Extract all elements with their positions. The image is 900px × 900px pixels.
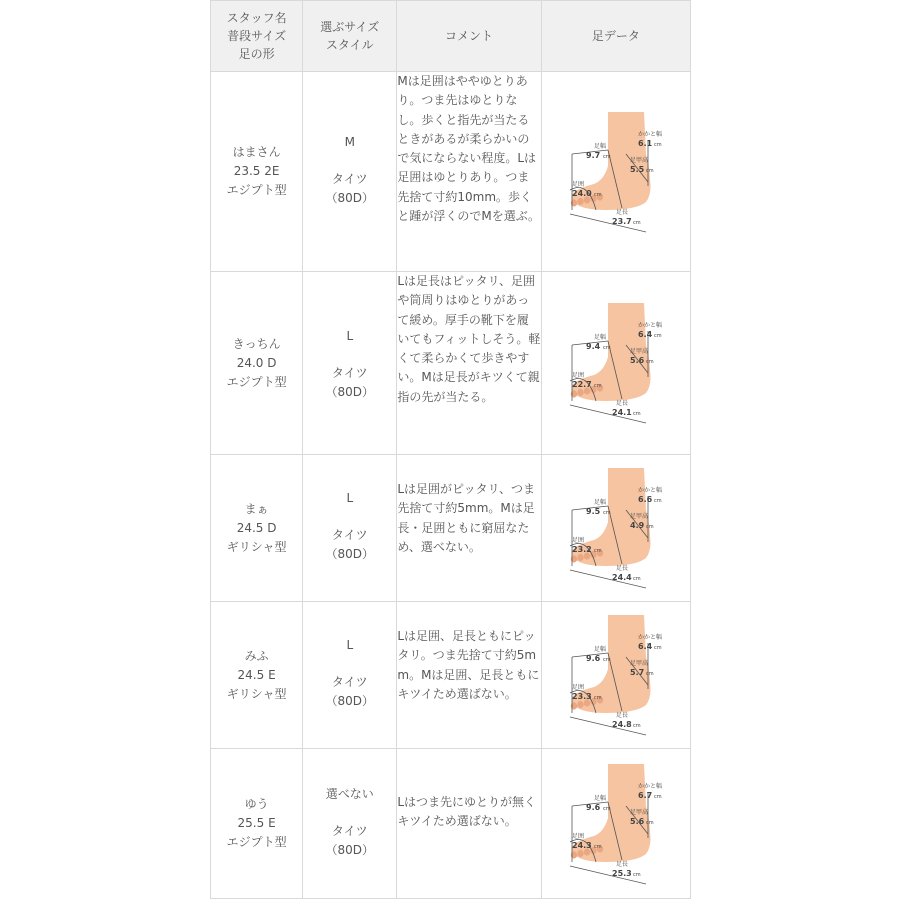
girth-label: 足囲 bbox=[571, 180, 584, 188]
unit-label: cm bbox=[602, 510, 611, 516]
style-label: タイツ bbox=[331, 675, 368, 689]
heel-value: 6.4 bbox=[637, 330, 652, 339]
denier-label: （80D） bbox=[325, 191, 375, 205]
header-style: スタイル bbox=[325, 38, 374, 52]
table-row bbox=[211, 272, 691, 455]
comment-cell: Mは足囲はややゆとりあり。つま先はゆとりなし。歩くと指先が当たるときがあるが柔らかいので気にならない程度。Lは足囲はゆとりあり。つま先捨て寸約10mm。歩くと踵が浮くのでMを選ぶ。 bbox=[397, 72, 541, 272]
chosen-size: M bbox=[344, 135, 355, 149]
style-label: タイツ bbox=[331, 172, 368, 186]
toe-icon bbox=[577, 701, 583, 708]
instep-label: 足幅 bbox=[593, 142, 606, 150]
heel-label: かかと幅 bbox=[637, 130, 662, 138]
chosen-size: L bbox=[346, 491, 354, 505]
unit-label: cm bbox=[653, 141, 662, 148]
girth-label: 足囲 bbox=[571, 684, 584, 691]
instep-label: 足幅 bbox=[593, 334, 606, 341]
unit-label: cm bbox=[632, 219, 641, 226]
girth-value: 24.0 bbox=[571, 188, 592, 198]
denier-label: （80D） bbox=[325, 694, 375, 708]
style-label: タイツ bbox=[331, 366, 368, 380]
denier-label: （80D） bbox=[325, 547, 375, 561]
table-header-row bbox=[211, 1, 691, 72]
header-usual-size: 普段サイズ bbox=[227, 29, 287, 43]
staff-cell bbox=[211, 602, 303, 749]
denier-label: （80D） bbox=[325, 385, 375, 399]
arch-value: 5.5 bbox=[629, 164, 644, 174]
heel-value: 6.7 bbox=[637, 790, 652, 800]
unit-label: cm bbox=[653, 333, 662, 339]
arch-value: 5.6 bbox=[629, 356, 644, 365]
staff-name: みふ bbox=[244, 648, 269, 663]
staff-cell bbox=[211, 72, 303, 272]
chosen-size: 選べない bbox=[325, 787, 374, 801]
table-row bbox=[211, 72, 691, 272]
size-cell bbox=[303, 272, 397, 455]
girth-label: 足囲 bbox=[571, 832, 584, 840]
length-value: 23.7 bbox=[611, 216, 632, 226]
table-row bbox=[211, 455, 691, 602]
denier-label: （80D） bbox=[325, 843, 375, 857]
header-comment: コメント bbox=[397, 1, 541, 72]
heel-label: かかと幅 bbox=[637, 322, 662, 329]
unit-label: cm bbox=[602, 805, 611, 812]
girth-value: 23.3 bbox=[571, 692, 592, 701]
instep-label: 足幅 bbox=[593, 794, 606, 802]
chosen-size: L bbox=[346, 638, 354, 652]
foot-shape: エジプト型 bbox=[226, 374, 287, 389]
foot-shape: エジプト型 bbox=[226, 835, 287, 849]
header-staff bbox=[211, 1, 303, 72]
foot-diagram bbox=[566, 110, 666, 234]
staff-cell bbox=[211, 272, 303, 455]
arch-label: 足甲高 bbox=[629, 513, 648, 520]
staff-name: ゆう bbox=[244, 797, 269, 811]
unit-label: cm bbox=[645, 524, 654, 530]
unit-label: cm bbox=[645, 167, 654, 174]
length-label: 足長 bbox=[615, 208, 628, 216]
unit-label: cm bbox=[602, 345, 611, 351]
unit-label: cm bbox=[653, 645, 662, 651]
foot-data-cell bbox=[541, 455, 690, 602]
comment-cell: Lはつま先にゆとりが無くキツイため選ばない。 bbox=[397, 749, 541, 899]
usual-size: 24.5 D bbox=[236, 520, 277, 535]
arch-value: 4.9 bbox=[629, 521, 644, 530]
arch-label: 足甲高 bbox=[629, 660, 648, 667]
chosen-size: L bbox=[346, 329, 354, 343]
comment-cell: Lは足囲がピッタリ、つま先捨て寸約5mm。Mは足長・足囲ともに窮屈なため、選べない。 bbox=[397, 455, 541, 602]
toe-icon bbox=[577, 197, 583, 204]
header-chosen-size: 選ぶサイズ bbox=[320, 20, 380, 34]
style-label: タイツ bbox=[331, 824, 368, 838]
unit-label: cm bbox=[593, 191, 602, 198]
toe-icon bbox=[577, 554, 583, 561]
unit-label: cm bbox=[602, 657, 611, 663]
foot-diagram bbox=[566, 613, 666, 737]
table-row bbox=[211, 749, 691, 899]
instep-value: 9.6 bbox=[585, 802, 600, 812]
header-foot-shape: 足の形 bbox=[238, 47, 275, 61]
usual-size: 23.5 2E bbox=[233, 164, 280, 178]
unit-label: cm bbox=[645, 359, 654, 365]
unit-label: cm bbox=[632, 723, 641, 729]
instep-value: 9.7 bbox=[585, 150, 600, 160]
instep-label: 足幅 bbox=[593, 646, 606, 653]
size-cell bbox=[303, 72, 397, 272]
foot-shape: エジプト型 bbox=[226, 183, 287, 197]
foot-diagram bbox=[566, 466, 666, 590]
heel-label: かかと幅 bbox=[637, 487, 662, 494]
girth-label: 足囲 bbox=[571, 372, 584, 379]
header-staff-name: スタッフ名 bbox=[226, 11, 287, 25]
staff-cell bbox=[211, 455, 303, 602]
table-row bbox=[211, 602, 691, 749]
girth-value: 23.2 bbox=[571, 545, 592, 554]
length-label: 足長 bbox=[615, 400, 628, 407]
length-value: 25.3 bbox=[611, 868, 632, 878]
heel-value: 6.6 bbox=[637, 495, 652, 504]
length-value: 24.8 bbox=[611, 720, 632, 729]
comment-cell: Lは足長はピッタリ、足囲や筒周りはゆとりがあって緩め。厚手の靴下を履いてもフィットしそう。軽くて柔らかくて歩きやすい。Mは足長がキツくて親指の先が当たる。 bbox=[397, 272, 541, 455]
size-cell bbox=[303, 602, 397, 749]
unit-label: cm bbox=[593, 548, 602, 554]
foot-data-cell bbox=[541, 749, 690, 899]
length-value: 24.4 bbox=[611, 573, 632, 582]
foot-diagram bbox=[566, 762, 666, 886]
unit-label: cm bbox=[645, 671, 654, 677]
unit-label: cm bbox=[632, 576, 641, 582]
toe-icon bbox=[577, 849, 583, 856]
arch-label: 足甲高 bbox=[629, 348, 648, 355]
instep-value: 9.4 bbox=[585, 342, 600, 351]
unit-label: cm bbox=[645, 819, 654, 826]
staff-size-table bbox=[210, 0, 691, 899]
heel-value: 6.1 bbox=[637, 138, 652, 148]
length-label: 足長 bbox=[615, 860, 628, 868]
arch-label: 足甲高 bbox=[629, 808, 648, 816]
usual-size: 25.5 E bbox=[237, 816, 276, 830]
usual-size: 24.5 E bbox=[237, 667, 276, 682]
instep-label: 足幅 bbox=[593, 499, 606, 506]
comment-cell: Lは足囲、足長ともにピッタリ。つま先捨て寸約5mm。Mは足囲、足長ともにキツイため選ばない。 bbox=[397, 602, 541, 749]
unit-label: cm bbox=[632, 411, 641, 417]
staff-cell bbox=[211, 749, 303, 899]
staff-name: きっちん bbox=[232, 336, 281, 351]
arch-value: 5.7 bbox=[629, 668, 644, 677]
usual-size: 24.0 D bbox=[236, 355, 277, 370]
foot-data-cell bbox=[541, 602, 690, 749]
size-cell bbox=[303, 455, 397, 602]
foot-shape: ギリシャ型 bbox=[226, 539, 287, 554]
foot-data-cell bbox=[541, 272, 690, 455]
foot-diagram bbox=[566, 301, 666, 425]
girth-value: 22.7 bbox=[571, 380, 592, 389]
header-foot-data: 足データ bbox=[541, 1, 690, 72]
unit-label: cm bbox=[602, 153, 611, 160]
arch-value: 5.6 bbox=[629, 816, 644, 826]
heel-label: かかと幅 bbox=[637, 634, 662, 641]
unit-label: cm bbox=[593, 383, 602, 389]
style-label: タイツ bbox=[331, 528, 368, 542]
staff-name: まぁ bbox=[244, 501, 269, 516]
instep-value: 9.5 bbox=[585, 507, 600, 516]
unit-label: cm bbox=[593, 843, 602, 850]
instep-value: 9.6 bbox=[585, 654, 600, 663]
length-label: 足長 bbox=[615, 565, 628, 572]
girth-value: 24.3 bbox=[571, 840, 592, 850]
length-value: 24.1 bbox=[611, 408, 632, 417]
arch-label: 足甲高 bbox=[629, 156, 648, 164]
foot-shape: ギリシャ型 bbox=[226, 686, 287, 701]
girth-label: 足囲 bbox=[571, 537, 584, 544]
size-cell bbox=[303, 749, 397, 899]
unit-label: cm bbox=[653, 793, 662, 800]
unit-label: cm bbox=[593, 695, 602, 701]
heel-label: かかと幅 bbox=[637, 782, 662, 790]
unit-label: cm bbox=[653, 498, 662, 504]
heel-value: 6.4 bbox=[637, 642, 652, 651]
staff-name: はまさん bbox=[232, 145, 281, 159]
toe-icon bbox=[577, 389, 583, 396]
unit-label: cm bbox=[632, 871, 641, 878]
header-size bbox=[303, 1, 397, 72]
foot-data-cell bbox=[541, 72, 690, 272]
length-label: 足長 bbox=[615, 712, 628, 719]
